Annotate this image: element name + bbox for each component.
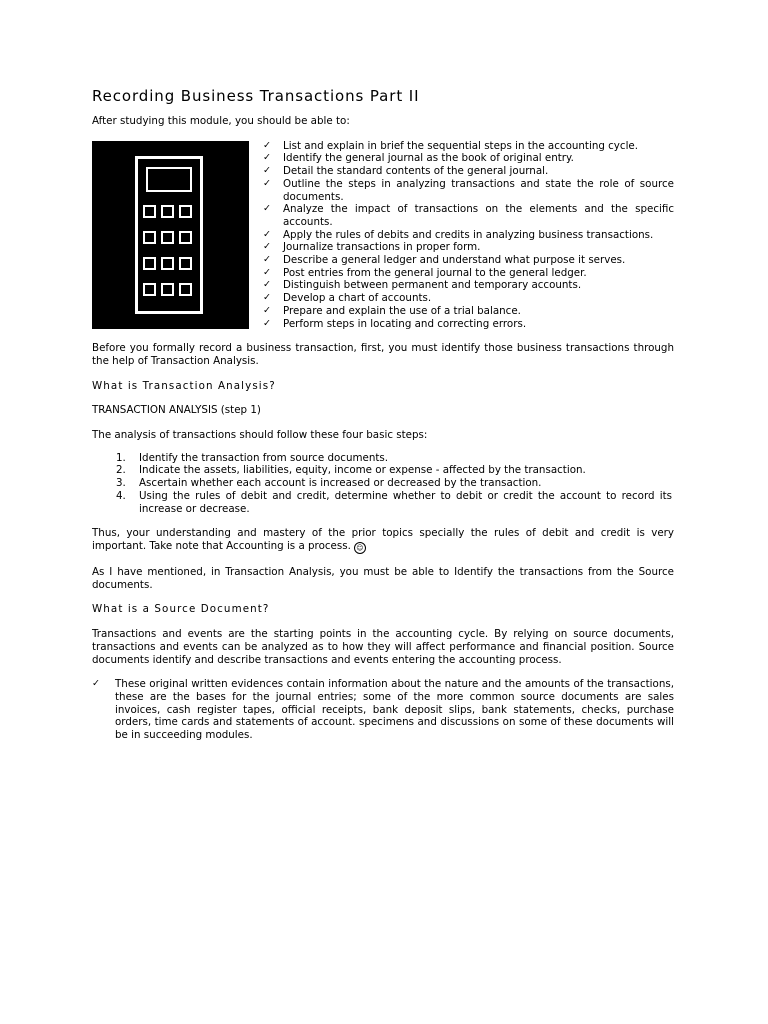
calculator-key [161, 283, 174, 296]
calculator-key [179, 283, 192, 296]
subheading-step-1: TRANSACTION ANALYSIS (step 1) [92, 404, 261, 417]
objective-text: Develop a chart of accounts. [283, 292, 432, 305]
calculator-key [161, 231, 174, 244]
check-icon: ✓ [263, 266, 271, 278]
check-icon: ✓ [263, 292, 271, 304]
paragraph-mastery-text: Thus, your understanding and mastery of the prior topics specially the rules of debit and credit is very important. Take note that Accounting is a process. [92, 527, 674, 552]
paragraph-source-documents: Transactions and events are the starting points in the accounting cycle. By relying on source documents, transactions and events can be analyzed as to how they will affect performance and financial position. Source documents identify and describe transactions and events entering the accounting process. [92, 628, 674, 666]
objective-text: Identify the general journal as the book of original entry. [283, 152, 574, 165]
objective-text: Apply the rules of debits and credits in analyzing business transactions. [283, 228, 654, 241]
objective-item [261, 165, 674, 178]
objective-text: Distinguish between permanent and temporary accounts. [283, 279, 582, 292]
objective-text: Outline the steps in analyzing transactions and state the role of source documents. [283, 177, 674, 203]
check-icon: ✓ [263, 304, 271, 316]
calculator-key [179, 231, 192, 244]
objectives-section [92, 140, 674, 331]
check-icon: ✓ [263, 203, 271, 215]
step-item [92, 477, 674, 490]
check-icon: ✓ [263, 279, 271, 291]
check-icon: ✓ [92, 678, 100, 690]
calculator-key [143, 231, 156, 244]
step-text: Ascertain whether each account is increased or decreased by the transaction. [139, 477, 542, 490]
objective-item [261, 140, 674, 153]
objective-text: Detail the standard contents of the general journal. [283, 165, 549, 178]
evidence-text: These original written evidences contain information about the nature and the amounts of the transactions, these are the bases for the journal entries; some of the more common source documents are sales invoices, cash register tapes, official receipts, bank deposit slips, bank statements, checks, purchase orders, time cards and statements of account. specimens and discussions on some of these documents will be in succeeding modules. [115, 678, 674, 742]
objective-text: List and explain in brief the sequential steps in the accounting cycle. [283, 139, 639, 152]
calculator-key [143, 205, 156, 218]
step-item [92, 452, 674, 465]
objective-text: Prepare and explain the use of a trial balance. [283, 304, 521, 317]
objective-item [261, 267, 674, 280]
check-icon: ✓ [263, 317, 271, 329]
paragraph-mentioned: As I have mentioned, in Transaction Analysis, you must be able to Identify the transactions from the Source documents. [92, 565, 674, 591]
step-number: 4. [116, 489, 126, 502]
document-title: Recording Business Transactions Part II [92, 87, 420, 105]
check-icon: ✓ [263, 165, 271, 177]
objective-item [261, 254, 674, 267]
step-item [92, 490, 674, 515]
calculator-key [179, 205, 192, 218]
check-icon: ✓ [263, 241, 271, 253]
step-text: Indicate the assets, liabilities, equity, income or expense - affected by the transaction. [139, 464, 586, 477]
objective-text: Journalize transactions in proper form. [283, 241, 481, 254]
step-number: 3. [116, 477, 126, 490]
step-number: 2. [116, 464, 126, 477]
calculator-key [161, 205, 174, 218]
objective-text: Perform steps in locating and correcting errors. [283, 317, 527, 330]
calculator-key [143, 283, 156, 296]
steps-list [92, 452, 674, 516]
check-icon: ✓ [263, 177, 271, 189]
paragraph-mastery [92, 527, 674, 554]
objective-text: Describe a general ledger and understand what purpose it serves. [283, 254, 626, 267]
check-icon: ✓ [263, 228, 271, 240]
objective-item [261, 203, 674, 228]
objective-text: Post entries from the general journal to the general ledger. [283, 266, 587, 279]
calculator-body [135, 156, 203, 314]
paragraph-before-recording: Before you formally record a business transaction, first, you must identify those business transactions through the help of Transaction Analysis. [92, 342, 674, 367]
check-icon: ✓ [263, 254, 271, 266]
objective-text: Analyze the impact of transactions on the elements and the specific accounts. [283, 203, 674, 228]
document-content [92, 86, 674, 742]
calculator-icon [92, 141, 249, 329]
calculator-key [179, 257, 192, 270]
objective-item [261, 229, 674, 242]
paragraph-four-steps: The analysis of transactions should follow these four basic steps: [92, 429, 428, 442]
objective-item [261, 241, 674, 254]
step-number: 1. [116, 451, 126, 464]
objective-item [261, 178, 674, 203]
smiley-icon: ☺ [354, 542, 366, 554]
objective-item [261, 152, 674, 165]
objective-item [261, 292, 674, 305]
objective-item [261, 279, 674, 292]
step-text: Identify the transaction from source documents. [139, 451, 389, 464]
calculator-key [161, 257, 174, 270]
check-icon: ✓ [263, 139, 271, 151]
calculator-screen [146, 167, 192, 192]
check-icon: ✓ [263, 152, 271, 164]
heading-source-document: What is a Source Document? [92, 603, 270, 616]
intro-text: After studying this module, you should be able to: [92, 115, 350, 127]
objectives-list [261, 140, 674, 331]
step-item [92, 464, 674, 477]
objective-item [261, 305, 674, 318]
objective-item [261, 318, 674, 331]
step-text: Using the rules of debit and credit, determine whether to debit or credit the account to record its increase or decrease. [139, 489, 672, 515]
calculator-key [143, 257, 156, 270]
heading-transaction-analysis: What is Transaction Analysis? [92, 379, 276, 392]
evidence-item [92, 678, 674, 742]
